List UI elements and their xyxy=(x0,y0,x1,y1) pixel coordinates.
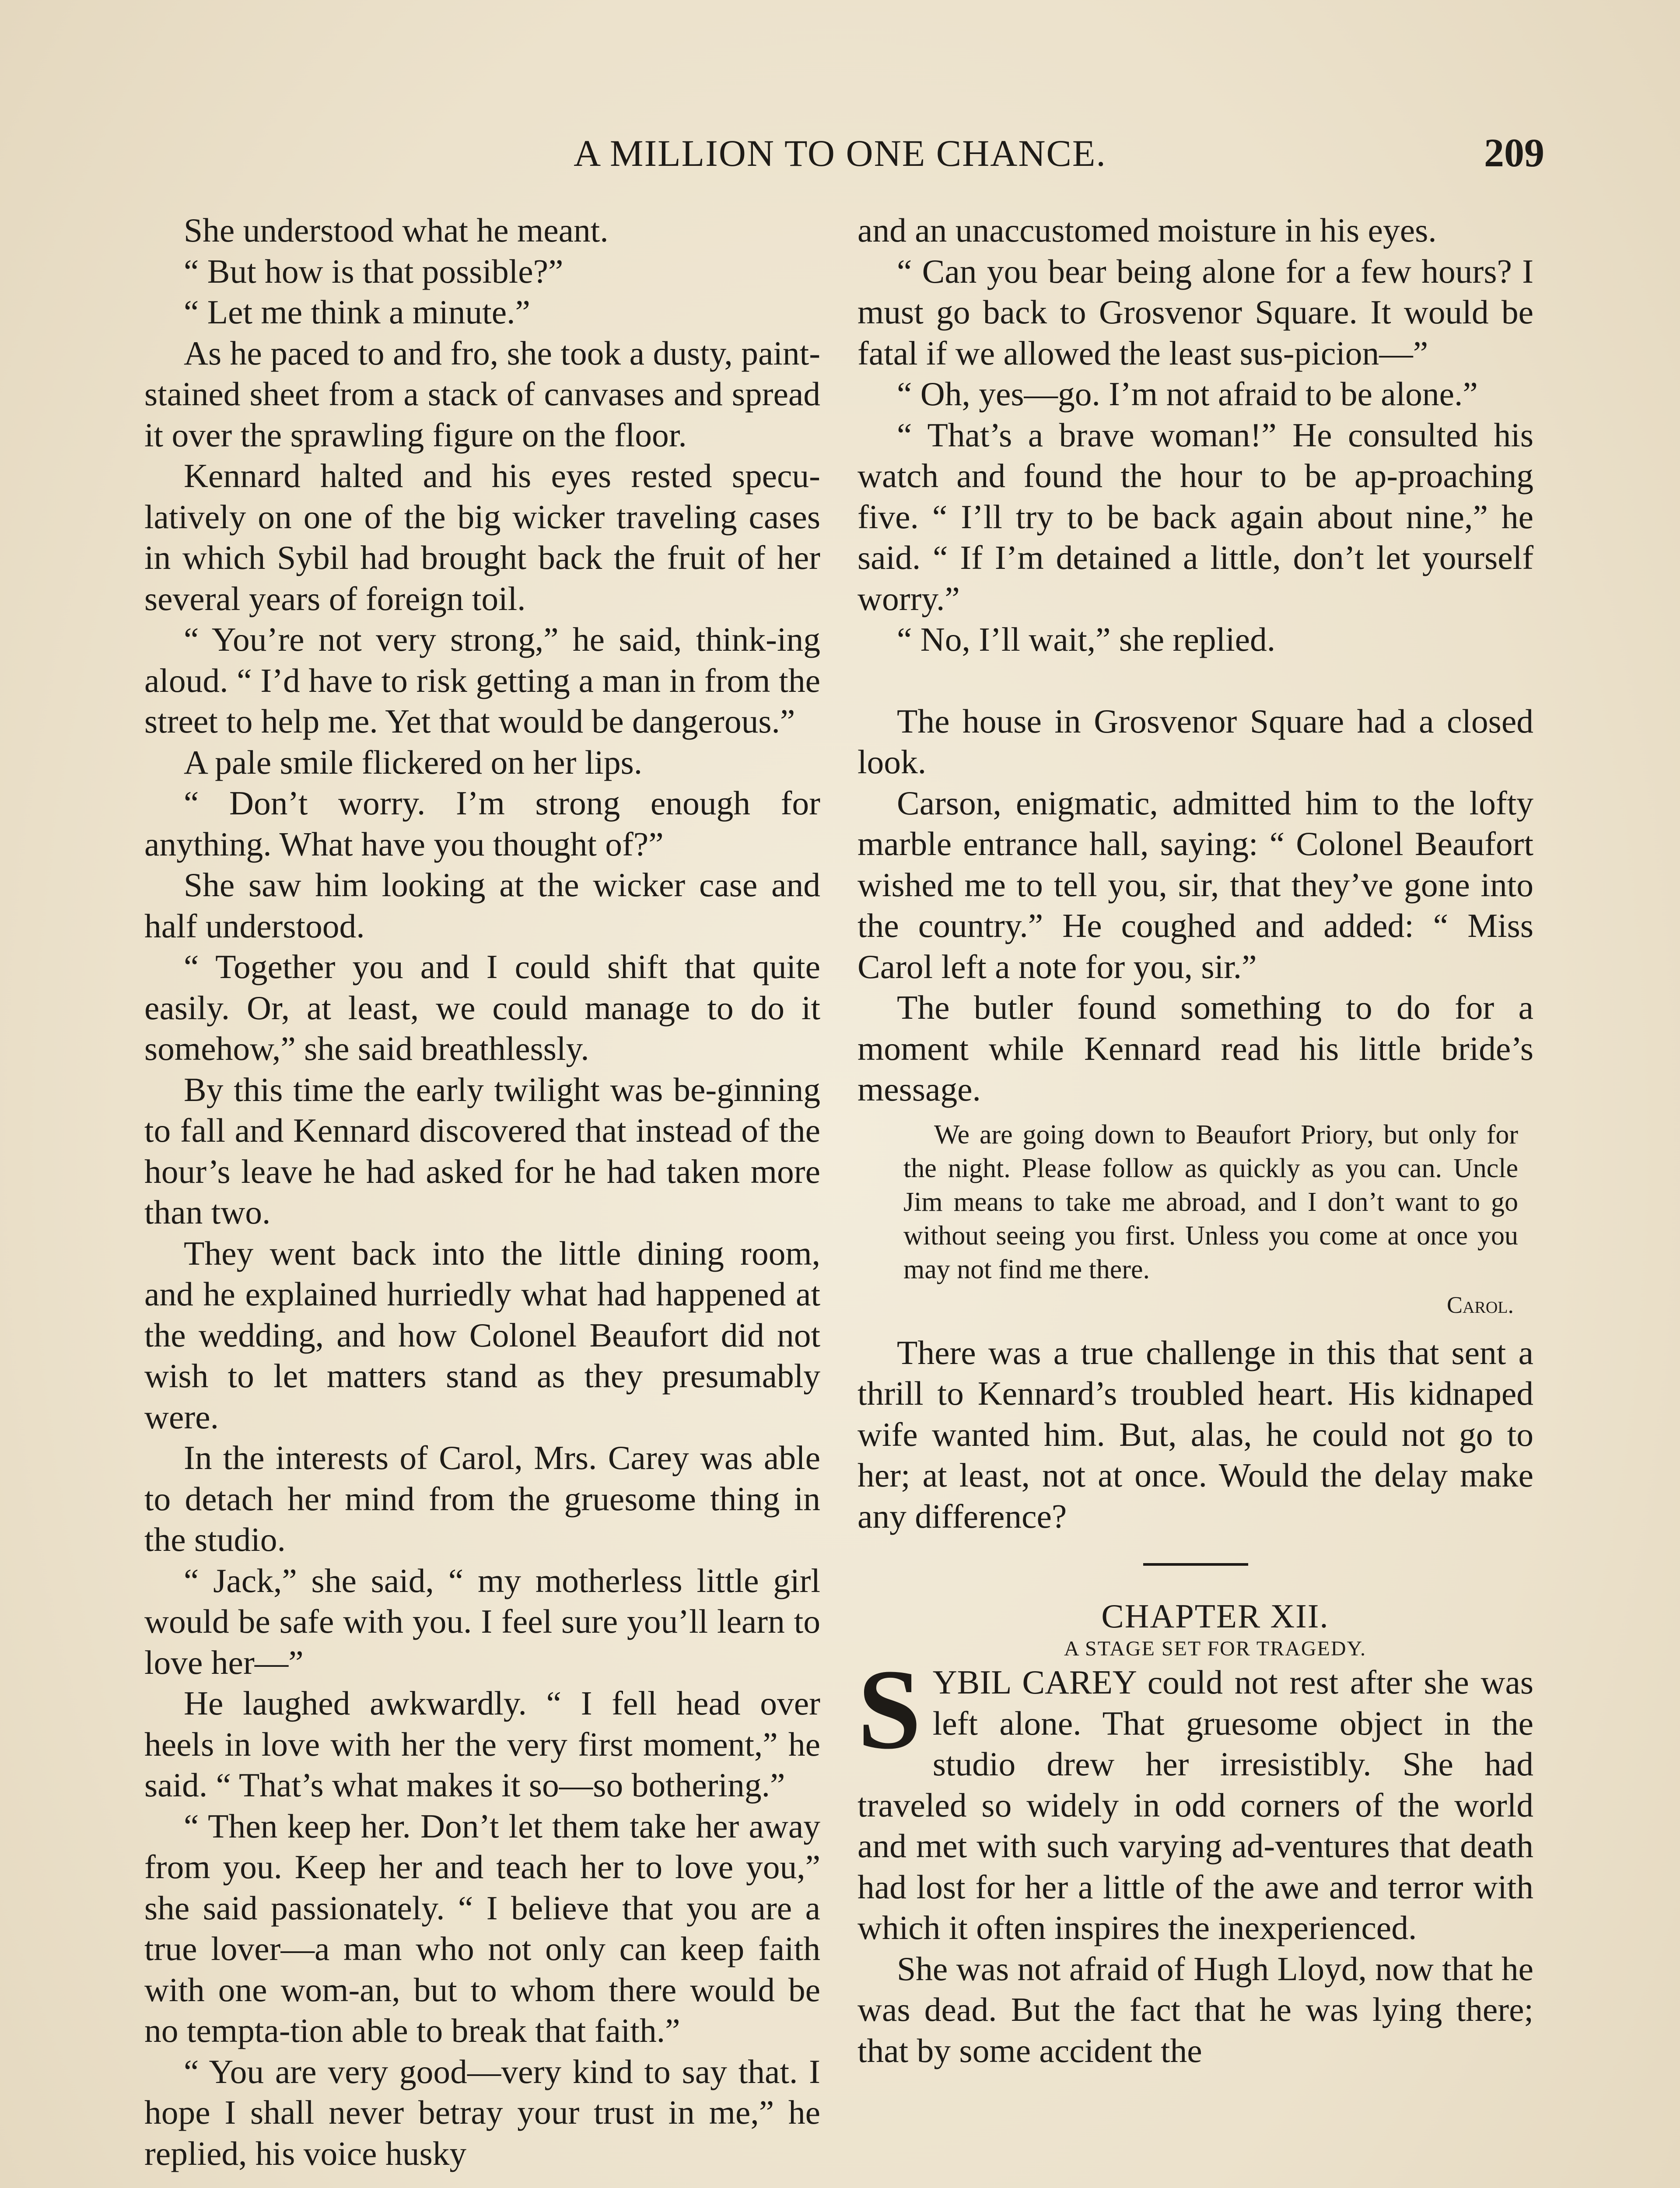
paragraph: The house in Grosvenor Square had a closed look. xyxy=(858,702,1533,781)
paragraph: “ Can you bear being alone for a few hours? I must go back to Grosvenor Square. It would be fatal if we allowed the least sus-picion—” xyxy=(858,252,1533,372)
paragraph: By this time the early twilight was be-ginning to fall and Kennard discovered that instead of the hour’s leave he had asked for he had taken more than two. xyxy=(144,1070,820,1231)
paragraph: She saw him looking at the wicker case and half understood. xyxy=(144,866,820,945)
chapter-divider xyxy=(1143,1563,1248,1566)
quoted-letter xyxy=(903,1118,1518,1322)
paragraph: There was a true challenge in this that sent a thrill to Kennard’s troubled heart. His kidnaped wife wanted him. But, alas, he could not go to her; at least, not at once. Would the delay make any difference? xyxy=(858,1333,1533,1535)
paragraph: “ Oh, yes—go. I’m not afraid to be alone.” xyxy=(897,375,1478,413)
left-column xyxy=(144,210,820,2174)
paragraph: “ You are very good—very kind to say that. I hope I shall never betray your trust in me,” he replied, his voice husky xyxy=(144,2052,820,2172)
paragraph: She understood what he meant. xyxy=(184,211,609,249)
paragraph: The butler found something to do for a moment while Kennard read his little bride’s message. xyxy=(858,989,1533,1108)
continued-line: and an unaccustomed moisture in his eyes. xyxy=(858,211,1437,249)
paragraph: “ Don’t worry. I’m strong enough for anything. What have you thought of?” xyxy=(144,784,820,863)
paragraph: Carson, enigmatic, admitted him to the lofty marble entrance hall, saying: “ Colonel Beaufort wished me to tell you, sir, that they’ve gone into the country.” He coughed and added: “ Miss Carol left a note for you, sir.” xyxy=(858,784,1533,985)
letter-text: We are going down to Beaufort Priory, but only for the night. Please follow as quickly as you can. Uncle Jim means to take me abroad, and I don’t want to go without seeing you first. Unless you come at once you may not find me there. xyxy=(903,1119,1518,1284)
paragraph: YBIL CAREY could not rest after she was left alone. That gruesome object in the studio drew her irresistibly. She had traveled so widely in odd corners of the world and met with such varying ad-ventures that death had lost for her a little of the awe and terror with which it often inspires the inexperienced. xyxy=(858,1663,1533,1946)
paragraph: “ No, I’ll wait,” she replied. xyxy=(897,621,1276,658)
paragraph: “ Together you and I could shift that quite easily. Or, at least, we could manage to do it somehow,” she said breathlessly. xyxy=(144,948,820,1067)
paragraph: “ But how is that possible?” xyxy=(184,252,564,290)
paragraph: “ Let me think a minute.” xyxy=(184,293,530,331)
paragraph: A pale smile flickered on her lips. xyxy=(184,743,643,781)
letter-signature: Carol. xyxy=(1447,1291,1514,1318)
paragraph: As he paced to and fro, she took a dusty, paint-stained sheet from a stack of canvases and spread it over the sprawling figure on the floor. xyxy=(144,334,820,454)
paragraph: He laughed awkwardly. “ I fell head over heels in love with her the very first moment,” he said. “ That’s what makes it so—so bothering.” xyxy=(144,1684,820,1804)
section-break xyxy=(858,660,1533,701)
paragraph: In the interests of Carol, Mrs. Carey was able to detach her mind from the gruesome thing in the studio. xyxy=(144,1439,820,1558)
chapter-subtitle: A STAGE SET FOR TRAGEDY. xyxy=(1064,1637,1366,1660)
paragraph: She was not afraid of Hugh Lloyd, now that he was dead. But the fact that he was lying there; that by some accident the xyxy=(858,1950,1533,2069)
drop-cap: S xyxy=(858,1646,921,1773)
paragraph: “ That’s a brave woman!” He consulted his watch and found the hour to be ap-proaching five. “ I’ll try to be back again about nine,” he said. “ If I’m detained a little, don’t let yourself worry.” xyxy=(858,416,1533,617)
running-head xyxy=(144,130,1544,184)
page-number: 209 xyxy=(1484,130,1544,175)
paragraph: “ Jack,” she said, “ my motherless little girl would be safe with you. I feel sure you’ll learn to love her—” xyxy=(144,1561,820,1681)
paragraph: They went back into the little dining room, and he explained hurriedly what had happened at the wedding, and how Colonel Beaufort did not wish to let matters stand as they presumably were. xyxy=(144,1234,820,1436)
paragraph: Kennard halted and his eyes rested specu-latively on one of the big wicker traveling cases in which Sybil had brought back the fruit of her several years of foreign toil. xyxy=(144,457,820,617)
right-column xyxy=(858,210,1533,2071)
running-title: A MILLION TO ONE CHANCE. xyxy=(574,132,1106,174)
paragraph: “ Then keep her. Don’t let them take her away from you. Keep her and teach her to love you,” she said passionately. “ I believe that you are a true lover—a man who not only can keep faith with one wom-an, but to whom there would be no tempta-tion able to break that faith.” xyxy=(144,1807,820,2049)
paragraph: “ You’re not very strong,” he said, think-ing aloud. “ I’d have to risk getting a man in from the street to help me. Yet that would be dangerous.” xyxy=(144,621,820,740)
chapter-title: CHAPTER XII. xyxy=(1101,1597,1329,1635)
